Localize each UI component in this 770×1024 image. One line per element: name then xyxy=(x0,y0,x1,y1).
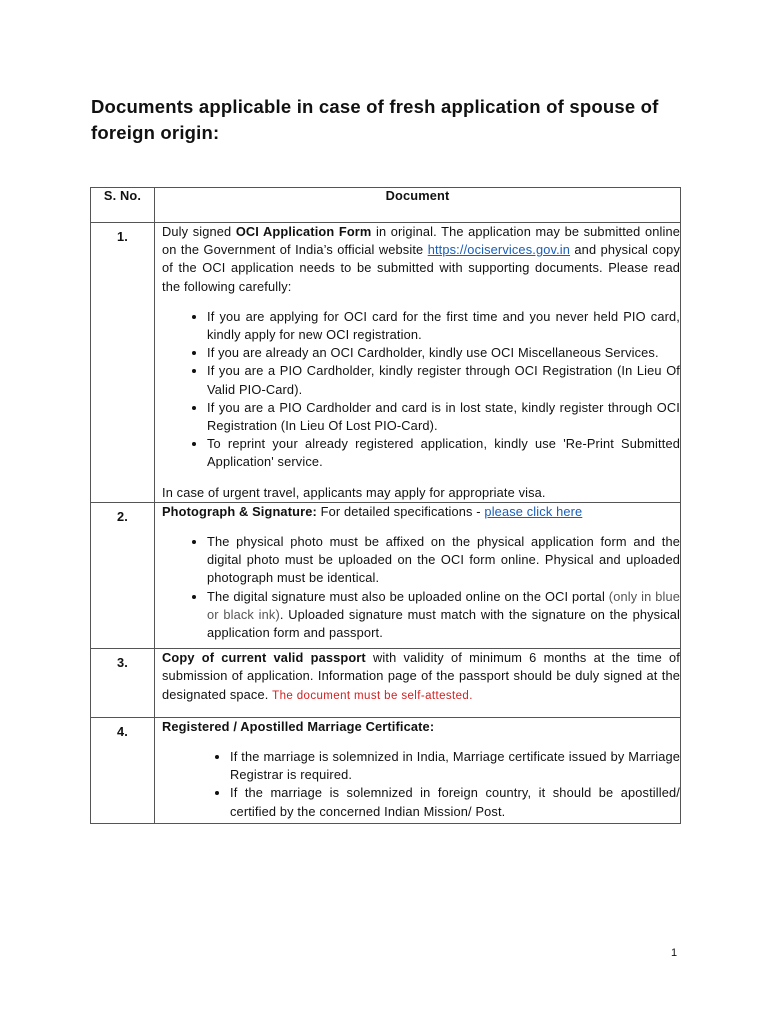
passport-heading: Copy of current valid passport xyxy=(162,650,366,666)
list-item: • The physical photo must be affixed on the physical application form and the digital photo must be uploaded on the OCI form online. Physical and uploaded photograph must be identical. xyxy=(207,533,680,588)
list-item: • If you are already an OCI Cardholder, kindly use OCI Miscellaneous Services. xyxy=(207,344,680,362)
documents-table xyxy=(90,187,681,824)
table-row xyxy=(91,649,681,718)
signature-text-2: . Uploaded signature must match with the signature on the physical application form and passport. xyxy=(207,606,680,641)
specifications-link[interactable]: please click here xyxy=(484,503,583,519)
row-intro xyxy=(162,223,680,296)
list-item: • If you are a PIO Cardholder, kindly register through OCI Registration (In Lieu Of Valid PIO-Card). xyxy=(207,362,680,398)
list-item: • If the marriage is solemnized in India, Marriage certificate issued by Marriage Registrar is required. xyxy=(230,748,680,784)
passport-text xyxy=(162,649,680,705)
list-item: • If you are applying for OCI card for the first time and you never held PIO card, kindly apply for new OCI registration. xyxy=(207,308,680,344)
ociservices-link[interactable]: https://ociservices.gov.in xyxy=(427,242,571,258)
table-row xyxy=(91,223,681,503)
photo-signature-heading: Photograph & Signature: xyxy=(162,503,317,519)
oci-instructions-list xyxy=(162,308,680,472)
specifications-text: For detailed specifications - xyxy=(316,503,485,519)
signature-text: The digital signature must also be uploaded online on the OCI portal xyxy=(207,588,609,604)
list-item xyxy=(207,588,680,643)
table-header-row xyxy=(91,188,681,223)
intro-text-2: in original. The application may be submitted online on the Government of India’s official website xyxy=(162,224,680,258)
row-heading-line xyxy=(162,503,680,521)
ink-note: (only in blue or black ink) xyxy=(207,588,680,622)
table-row xyxy=(91,717,681,823)
row-number: 2. xyxy=(91,502,155,648)
row-number: 3. xyxy=(91,649,155,718)
column-header-sno: S. No. xyxy=(91,188,155,223)
list-item: • To reprint your already registered application, kindly use 'Re-Print Submitted Application' service. xyxy=(207,435,680,471)
marriage-heading-text: Registered / Apostilled Marriage Certificate: xyxy=(162,718,435,734)
intro-text: Duly signed xyxy=(162,224,236,239)
document-cell xyxy=(155,717,681,823)
passport-description: with validity of minimum 6 months at the time of submission of application. Information page of the passport should be duly signed at the designated space. xyxy=(162,650,680,702)
row-number: 4. xyxy=(91,717,155,823)
oci-form-label: OCI Application Form xyxy=(235,224,372,239)
self-attested-note: The document must be self-attested. xyxy=(272,689,473,702)
page-number: 1 xyxy=(671,947,678,959)
column-header-document: Document xyxy=(155,188,681,223)
list-item: • If you are a PIO Cardholder and card is in lost state, kindly register through OCI Registration (In Lieu Of Lost PIO-Card). xyxy=(207,399,680,435)
table-row xyxy=(91,502,681,648)
urgent-travel-note: In case of urgent travel, applicants may apply for appropriate visa. xyxy=(162,484,546,500)
document-cell xyxy=(155,502,681,648)
marriage-heading xyxy=(162,718,680,736)
photo-requirements-list xyxy=(162,533,680,642)
list-item: • If the marriage is solemnized in foreign country, it should be apostilled/ certified by the concerned Indian Mission/ Post. xyxy=(230,784,680,820)
marriage-list xyxy=(162,748,680,821)
row-number: 1. xyxy=(91,223,155,503)
document-cell xyxy=(155,649,681,718)
page-title: Documents applicable in case of fresh application of spouse of foreign origin: xyxy=(91,96,659,143)
intro-text-3: and physical copy of the OCI application needs to be submitted with supporting documents. Please read the following carefully: xyxy=(162,242,680,294)
document-cell xyxy=(155,223,681,503)
